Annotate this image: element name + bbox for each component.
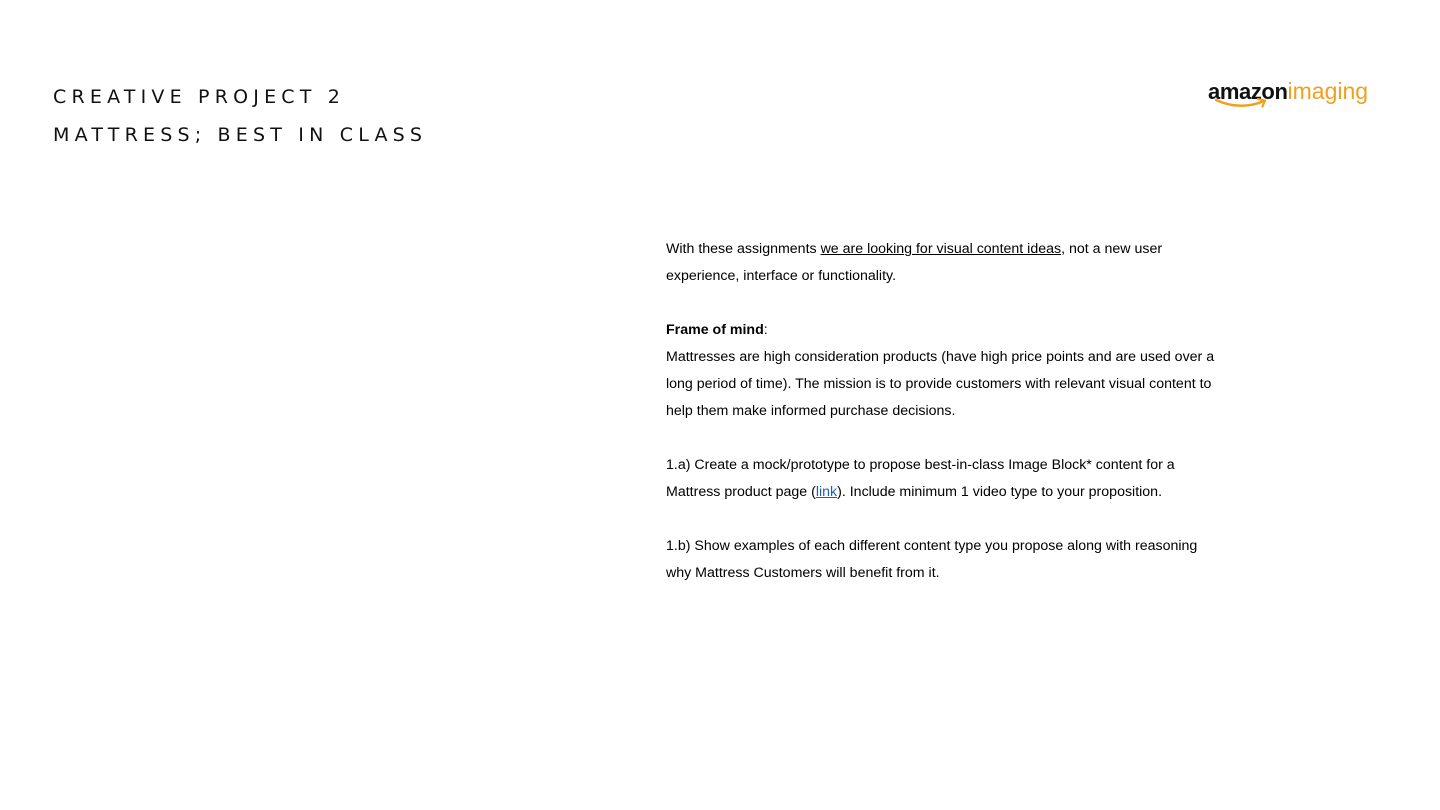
frame-of-mind-label: Frame of mind: [666, 322, 764, 338]
intro-paragraph: [666, 236, 1226, 290]
intro-emphasis: we are looking for visual content ideas: [820, 241, 1062, 257]
amazon-smile-arrow-icon: [1214, 97, 1270, 111]
intro-prefix: With these assignments: [666, 241, 821, 257]
logo-word-amazon: amazon: [1208, 79, 1288, 104]
frame-of-mind-paragraph: [666, 317, 1226, 425]
product-page-link[interactable]: link: [815, 484, 838, 500]
logo-word-imaging: imaging: [1287, 78, 1369, 104]
title-block: [53, 78, 427, 154]
task-1a-prefix: 1.a) Create a mock/prototype to propose best-in-class Image Block* content for a Mattress product page (: [666, 457, 1175, 500]
task-1b-paragraph: 1.b) Show examples of each different content type you propose along with reasoning why Mattress Customers will benefit from it.: [666, 538, 1198, 581]
project-subtitle: MATTRESS; BEST IN CLASS: [53, 124, 428, 146]
frame-of-mind-colon: :: [763, 322, 768, 338]
amazon-imaging-logo: [1208, 78, 1378, 114]
task-1a-paragraph: [666, 452, 1226, 506]
frame-of-mind-body: Mattresses are high consideration products (have high price points and are used over a long period of time). The mission is to provide customers with relevant visual content to help them make informed purchase decisions.: [666, 349, 1215, 419]
task-1a-suffix: ). Include minimum 1 video type to your proposition.: [837, 484, 1163, 500]
assignment-content: [666, 236, 1226, 587]
intro-suffix: , not a new user experience, interface or functionality.: [666, 241, 1163, 284]
project-title: CREATIVE PROJECT 2: [53, 86, 346, 108]
